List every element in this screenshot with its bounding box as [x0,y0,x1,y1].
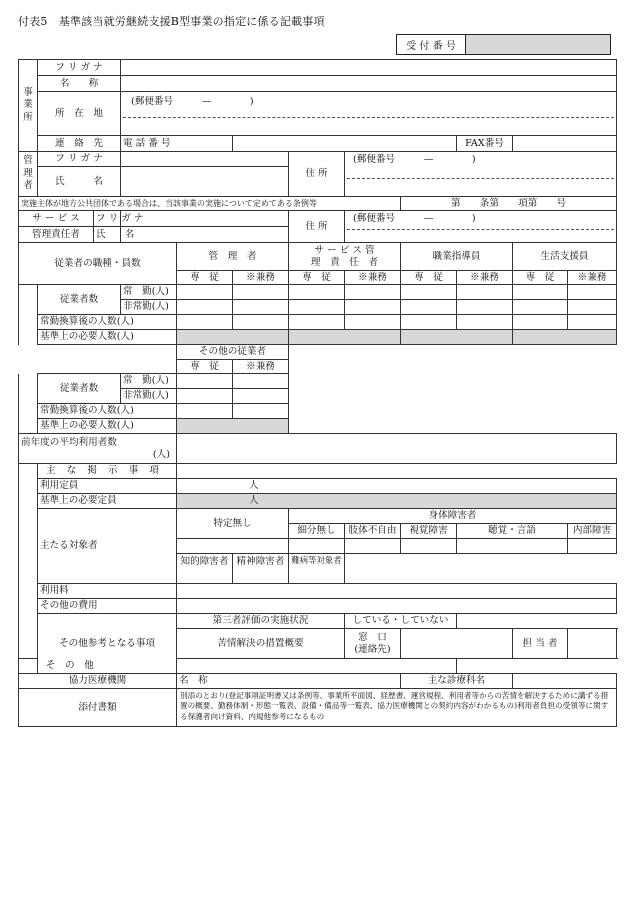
medical-name-label: 名 称 [179,675,208,687]
staff-cell[interactable] [177,285,233,300]
medical-dept-label: 主な診療科名 [401,674,513,689]
manager-furigana-field[interactable] [121,152,289,167]
svc-manager-address-field[interactable] [345,211,617,243]
window-label [345,629,401,659]
office-phone-field[interactable] [233,136,457,152]
col-full: 専 従 [177,271,233,285]
receipt-number-field[interactable] [466,35,611,55]
avg-users-line2: (人) [152,448,170,460]
staff-indent [19,285,38,345]
office-phone-label: 電 話 番 号 [121,136,233,152]
other-col-part: ※兼務 [233,360,289,374]
staff-cell[interactable] [233,300,289,315]
target-cell[interactable] [345,539,401,554]
svc-manager-name-field[interactable] [121,227,289,243]
required-label: 基準上の必要人数(人) [38,330,177,345]
medical-dept-field[interactable] [513,674,617,689]
required-manager[interactable] [177,330,289,345]
col-part: ※兼務 [345,271,401,285]
svc-manager-label-2: 管理責任者 [19,227,94,243]
capacity-unit: 人 [249,480,259,492]
staff-cell[interactable] [401,285,457,300]
ordinance-field[interactable]: 第 条第 項第 号 [401,197,617,211]
office-furigana-label: フ リ ガ ナ [38,60,121,76]
office-contact-label: 連 絡 先 [38,136,121,152]
info-main-spacer [177,464,617,479]
role-vocational-instructor: 職業指導員 [401,243,513,271]
complaint-label: 苦情解決の措置概要 [177,629,345,659]
staff-cell[interactable] [289,300,345,315]
office-fax-field[interactable] [513,136,617,152]
role-service-manager: サ ー ビ ス 管 理 責 任 者 [289,243,401,271]
sub-limb: 肢体不自由 [345,524,401,539]
role-manager: 管 理 者 [177,243,289,271]
other-staff-cell[interactable] [177,404,233,419]
target-cell[interactable] [177,539,289,554]
fte-label: 常勤換算後の人数(人) [38,315,177,330]
staff-cell[interactable] [345,315,401,330]
third-party-label: 第三者評価の実施状況 [177,614,345,629]
target-cell[interactable] [401,539,457,554]
manager-furigana-label: フ リ ガ ナ [38,152,121,167]
third-party-spacer [457,614,617,629]
other-required-cell[interactable] [177,419,289,434]
medical-name-field[interactable] [177,674,401,689]
target-blank [345,554,617,584]
other-parttime-label: 非常勤(人) [121,389,177,404]
office-address-label: 所 在 地 [38,92,121,136]
other-col-full: 専 従 [177,360,233,374]
manager-address-field[interactable] [345,152,617,197]
manager-name-field[interactable] [121,167,289,197]
staff-cell[interactable] [289,285,345,300]
target-cell[interactable] [568,539,617,554]
target-cell[interactable] [457,539,568,554]
staff-cell[interactable] [457,285,513,300]
manager-postal: (郵便番号 — ) [353,154,476,165]
other-staff-cell[interactable] [233,374,289,389]
target-cell[interactable] [289,539,345,554]
others-label: そ の 他 [19,659,121,674]
target-intractable: 難病等対象者 [289,554,345,584]
staff-header: 従業者の職種・員数 [19,243,177,285]
avg-users-field[interactable] [177,434,617,464]
other-staff-cell[interactable] [233,389,289,404]
office-name-field[interactable] [121,76,617,92]
staff-cell[interactable] [457,315,513,330]
other-cost-field[interactable] [177,599,617,614]
staff-cell[interactable] [177,315,233,330]
sub-visual: 視覚障害 [401,524,457,539]
col-full: 専 従 [513,271,568,285]
avg-users-label [19,434,177,464]
required-capacity-label: 基準上の必要定員 [38,494,177,509]
sub-internal: 内部障害 [568,524,617,539]
blank-area [289,345,617,434]
office-postal: (郵便番号 — ) [131,96,254,107]
others-field[interactable] [177,659,457,674]
staff-cell[interactable] [289,315,345,330]
manager-address-label: 住 所 [289,152,345,197]
svc-manager-postal: (郵便番号 — ) [353,213,476,224]
fee-label: 利用料 [38,584,177,599]
receipt-label: 受 付 番 号 [397,35,466,55]
target-none: 特定無し [177,509,289,539]
other-staff-header: その他の従業者 [177,345,289,360]
fee-field[interactable] [177,584,617,599]
other-staff-count-label: 従業者数 [38,374,121,404]
required-service-manager[interactable] [289,330,401,345]
staff-cell[interactable] [233,285,289,300]
staff-cell[interactable] [568,285,617,300]
office-furigana-field[interactable] [121,60,617,76]
sub-none: 細分無し [289,524,345,539]
staff-cell[interactable] [345,285,401,300]
svc-manager-name-label: 氏 名 [94,227,121,243]
application-form [18,59,617,727]
info-indent [19,464,38,659]
parttime-label: 非常勤(人) [121,300,177,315]
other-cost-label: その他の費用 [38,599,177,614]
office-fax-label: FAX番号 [457,136,513,152]
manager-section-label: 管 理 者 [19,152,38,197]
staff-cell[interactable] [401,315,457,330]
avg-users-line1: 前年度の平均利用者数 [21,437,117,449]
office-address-field[interactable] [121,92,617,136]
manager-name-label: 氏 名 [38,167,121,197]
medical-label: 協力医療機関 [19,674,177,689]
person-field[interactable] [568,629,617,659]
staff-cell[interactable] [568,315,617,330]
staff-cell[interactable] [457,300,513,315]
role-life-support: 生活支援員 [513,243,617,271]
ordinance-text: 実施主体が地方公共団体である場合は、当該事業の実施について定めてある条例等 [19,197,401,211]
attachments-text: 別添のとおり(登記事項証明書又は条例等、事業所平面図、経歴書、運営規程、利用者等からの苦情を解決するために講ずる措置の概要、勤務体制・形態一覧表、設備・備品等一覧表、協力医療機関との契約内容がわかるもの)利用者負担の受領等に関する保護者向け資料、内規他参考になるもの [177,689,617,727]
third-party-value[interactable]: している・していない [345,614,457,629]
staff-cell[interactable] [177,300,233,315]
fulltime-label: 常 勤(人) [121,285,177,300]
target-intellectual: 知的障害者 [177,554,233,584]
other-ref-label: その他参考となる事項 [38,614,177,674]
info-main-label: 主 な 掲 示 事 項 [38,464,177,479]
office-name-label: 名 称 [38,76,121,92]
staff-cell[interactable] [513,300,568,315]
staff-cell[interactable] [513,285,568,300]
target-label: 主たる対象者 [38,509,177,584]
other-staff-cell[interactable] [177,374,233,389]
window-line2: (連絡先) [354,643,391,655]
staff-cell[interactable] [568,300,617,315]
required-life-support[interactable] [513,330,617,345]
required-capacity-field[interactable] [177,494,617,509]
attachments-label: 添付書類 [19,689,177,727]
col-part: ※兼務 [568,271,617,285]
required-vocational[interactable] [401,330,513,345]
receipt-box [396,34,611,55]
capacity-label: 利用定員 [38,479,177,494]
target-physical: 身体障害者 [289,509,617,524]
staff-cell[interactable] [233,315,289,330]
window-field[interactable] [401,629,513,659]
staff-cell[interactable] [513,315,568,330]
required-capacity-unit: 人 [249,495,259,507]
person-label: 担 当 者 [513,629,568,659]
staff-count-label: 従業者数 [38,285,121,315]
svc-manager-furigana-field[interactable] [121,211,289,227]
col-part: ※兼務 [233,271,289,285]
page-title: 付表5 基準該当就労継続支援B型事業の指定に係る記載事項 [18,15,325,28]
office-section-label: 事 業 所 [19,60,38,152]
other-staff-cell[interactable] [177,389,233,404]
capacity-field[interactable] [177,479,617,494]
window-line1: 窓 口 [358,632,387,644]
other-staff-spacer [19,345,177,374]
other-indent [19,374,38,434]
staff-cell[interactable] [345,300,401,315]
sub-hearing: 聴覚・言語 [457,524,568,539]
col-full: 専 従 [401,271,457,285]
other-staff-cell[interactable] [233,404,289,419]
col-full: 専 従 [289,271,345,285]
staff-cell[interactable] [401,300,457,315]
svc-manager-address-label: 住 所 [289,211,345,243]
svc-manager-furigana-label: フ リ ガ ナ [94,211,121,227]
other-required-label: 基準上の必要人数(人) [38,419,177,434]
other-fulltime-label: 常 勤(人) [121,374,177,389]
target-mental: 精神障害者 [233,554,289,584]
svc-manager-label-1: サ ー ビ ス [19,211,94,227]
col-part: ※兼務 [457,271,513,285]
other-fte-label: 常勤換算後の人数(人) [38,404,177,419]
